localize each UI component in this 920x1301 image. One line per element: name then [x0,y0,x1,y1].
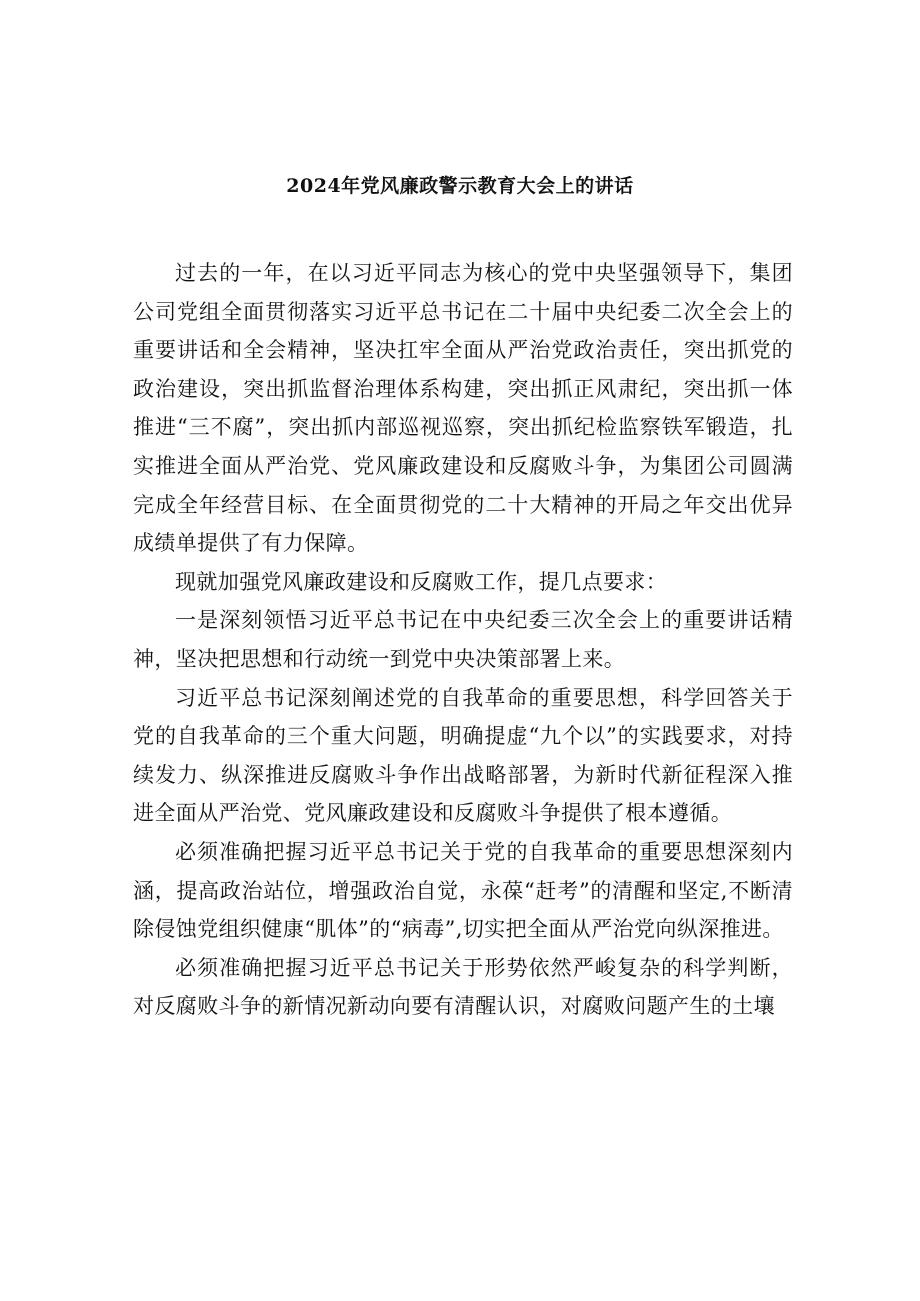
paragraph: 必须准确把握习近平总书记关于形势依然严峻复杂的科学判断，对反腐败斗争的新情况新动向要有清醒认识，对腐败问题产生的土壤 [133,955,793,1019]
paragraph: 过去的一年，在以习近平同志为核心的党中央坚强领导下，集团公司党组全面贯彻落实习近平总书记在二十届中央纪委二次全会上的重要讲话和全会精神，坚决扛牢全面从严治党政治责任，突出抓党的政治建设，突出抓监督治理体系构建，突出抓正风肃纪，突出抓一体推进“三不腐”，突出抓内部巡视巡察，突出抓纪检监察铁军锻造，扎实推进全面从严治党、党风廉政建设和反腐败斗争，为集团公司圆满完成全年经营目标、在全面贯彻党的二十大精神的开局之年交出优异成绩单提供了有力保障。 [133,261,793,556]
paragraph: 现就加强党风廉政建设和反腐败工作，提几点要求： [175,569,668,594]
paragraph: 一是深刻领悟习近平总书记在中央纪委三次全会上的重要讲话精神，坚决把思想和行动统一到党中央决策部署上来。 [133,608,793,671]
paragraph: 必须准确把握习近平总书记关于党的自我革命的重要思想深刻内涵，提高政治站位，增强政治自觉，永葆“赶考”的清醒和坚定,不断清除侵蚀党组织健康“肌体”的“病毒”,切实把全面从严治党向纵深推进。 [133,839,793,942]
paragraph: 习近平总书记深刻阐述党的自我革命的重要思想，科学回答关于党的自我革命的三个重大问题，明确提虚“九个以”的实践要求，对持续发力、纵深推进反腐败斗争作出战略部署，为新时代新征程深入推进全面从严治党、党风廉政建设和反腐败斗争提供了根本遵循。 [133,685,793,826]
document-title: 2024年党风廉政警示教育大会上的讲话 [286,175,634,197]
document-body [133,254,793,1026]
